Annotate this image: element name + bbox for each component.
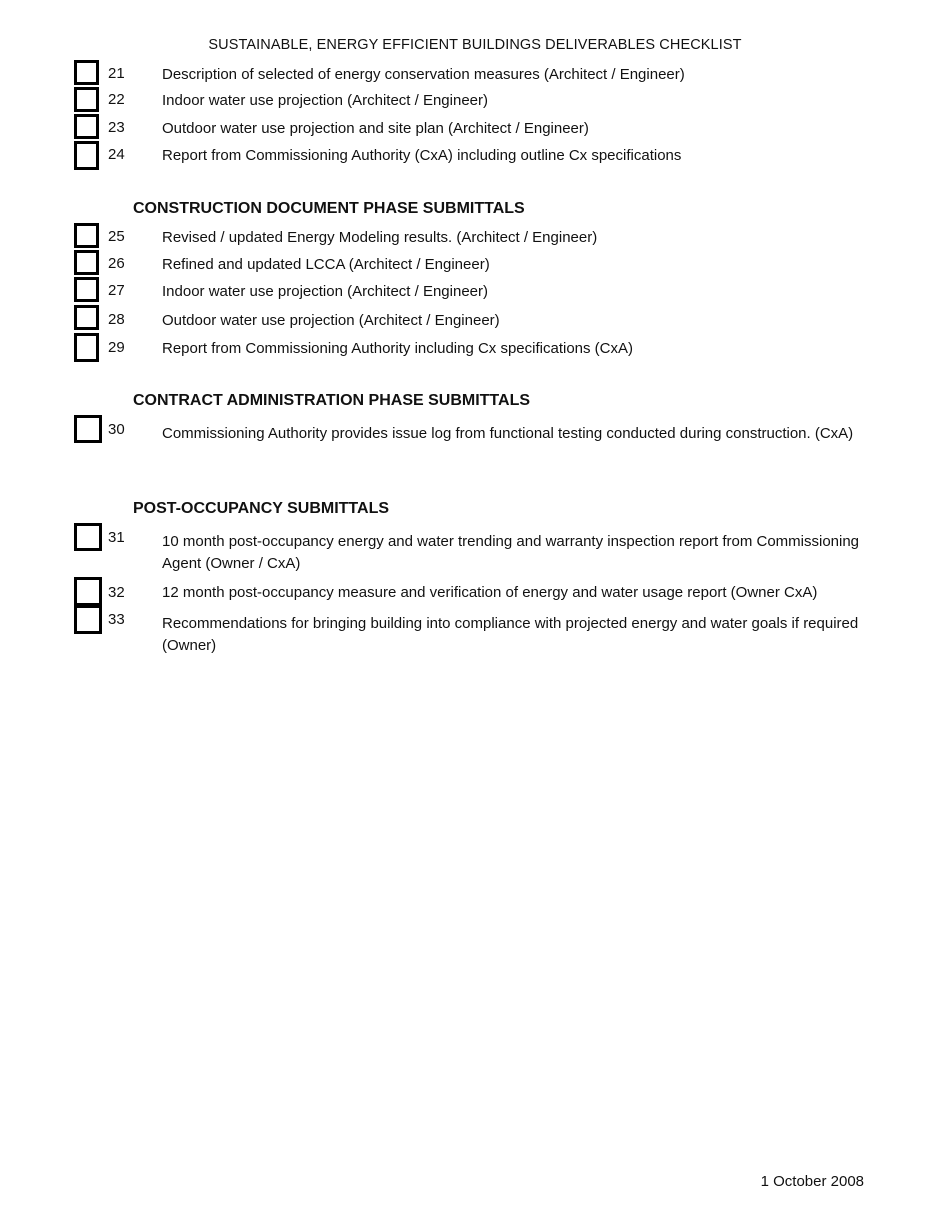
item-description: Report from Commissioning Authority (CxA) including outline Cx specifications [162, 147, 682, 164]
checkbox[interactable] [74, 277, 99, 302]
item-number: 24 [108, 146, 125, 163]
item-description: Recommendations for bringing building into compliance with projected energy and water goals if required (Owner) [162, 615, 859, 654]
item-number: 28 [108, 311, 125, 328]
checkbox[interactable] [74, 250, 99, 275]
item-description: Outdoor water use projection (Architect / Engineer) [162, 312, 500, 329]
checkbox[interactable] [74, 141, 99, 170]
item-description: Commissioning Authority provides issue log from functional testing conducted during construction. (CxA) [162, 425, 854, 442]
checkbox[interactable] [74, 523, 102, 551]
checkbox[interactable] [74, 333, 99, 362]
item-number: 30 [108, 421, 125, 438]
item-description: 10 month post-occupancy energy and water trending and warranty inspection report from Commissioning Agent (Owner / CxA) [162, 533, 860, 572]
page-title: SUSTAINABLE, ENERGY EFFICIENT BUILDINGS DELIVERABLES CHECKLIST [208, 37, 742, 53]
item-description: Outdoor water use projection and site plan (Architect / Engineer) [162, 120, 589, 137]
checkbox[interactable] [74, 87, 99, 112]
item-description: Refined and updated LCCA (Architect / Engineer) [162, 256, 490, 273]
item-number: 27 [108, 282, 125, 299]
item-number: 31 [108, 529, 125, 546]
checkbox[interactable] [74, 114, 99, 139]
checkbox[interactable] [74, 577, 102, 606]
item-number: 29 [108, 339, 125, 356]
item-number: 21 [108, 65, 125, 82]
section-heading-post-occupancy: POST-OCCUPANCY SUBMITTALS [133, 500, 390, 517]
item-description: 12 month post-occupancy measure and verification of energy and water usage report (Owner CxA) [162, 584, 818, 601]
section-heading-construction-document: CONSTRUCTION DOCUMENT PHASE SUBMITTALS [133, 200, 525, 217]
checkbox[interactable] [74, 605, 102, 634]
checkbox[interactable] [74, 60, 99, 85]
item-description: Report from Commissioning Authority including Cx specifications (CxA) [162, 340, 634, 357]
item-description: Description of selected of energy conservation measures (Architect / Engineer) [162, 66, 685, 83]
item-number: 22 [108, 91, 125, 108]
item-description: Indoor water use projection (Architect / Engineer) [162, 92, 488, 109]
checkbox[interactable] [74, 415, 102, 443]
item-number: 25 [108, 228, 125, 245]
item-number: 32 [108, 584, 125, 601]
item-number: 33 [108, 611, 125, 628]
section-heading-contract-administration: CONTRACT ADMINISTRATION PHASE SUBMITTALS [133, 392, 531, 409]
item-number: 26 [108, 255, 125, 272]
checkbox[interactable] [74, 305, 99, 330]
footer-date: 1 October 2008 [760, 1173, 864, 1190]
checkbox[interactable] [74, 223, 99, 248]
item-description: Indoor water use projection (Architect / Engineer) [162, 283, 488, 300]
item-number: 23 [108, 119, 125, 136]
item-description: Revised / updated Energy Modeling results. (Architect / Engineer) [162, 229, 598, 246]
